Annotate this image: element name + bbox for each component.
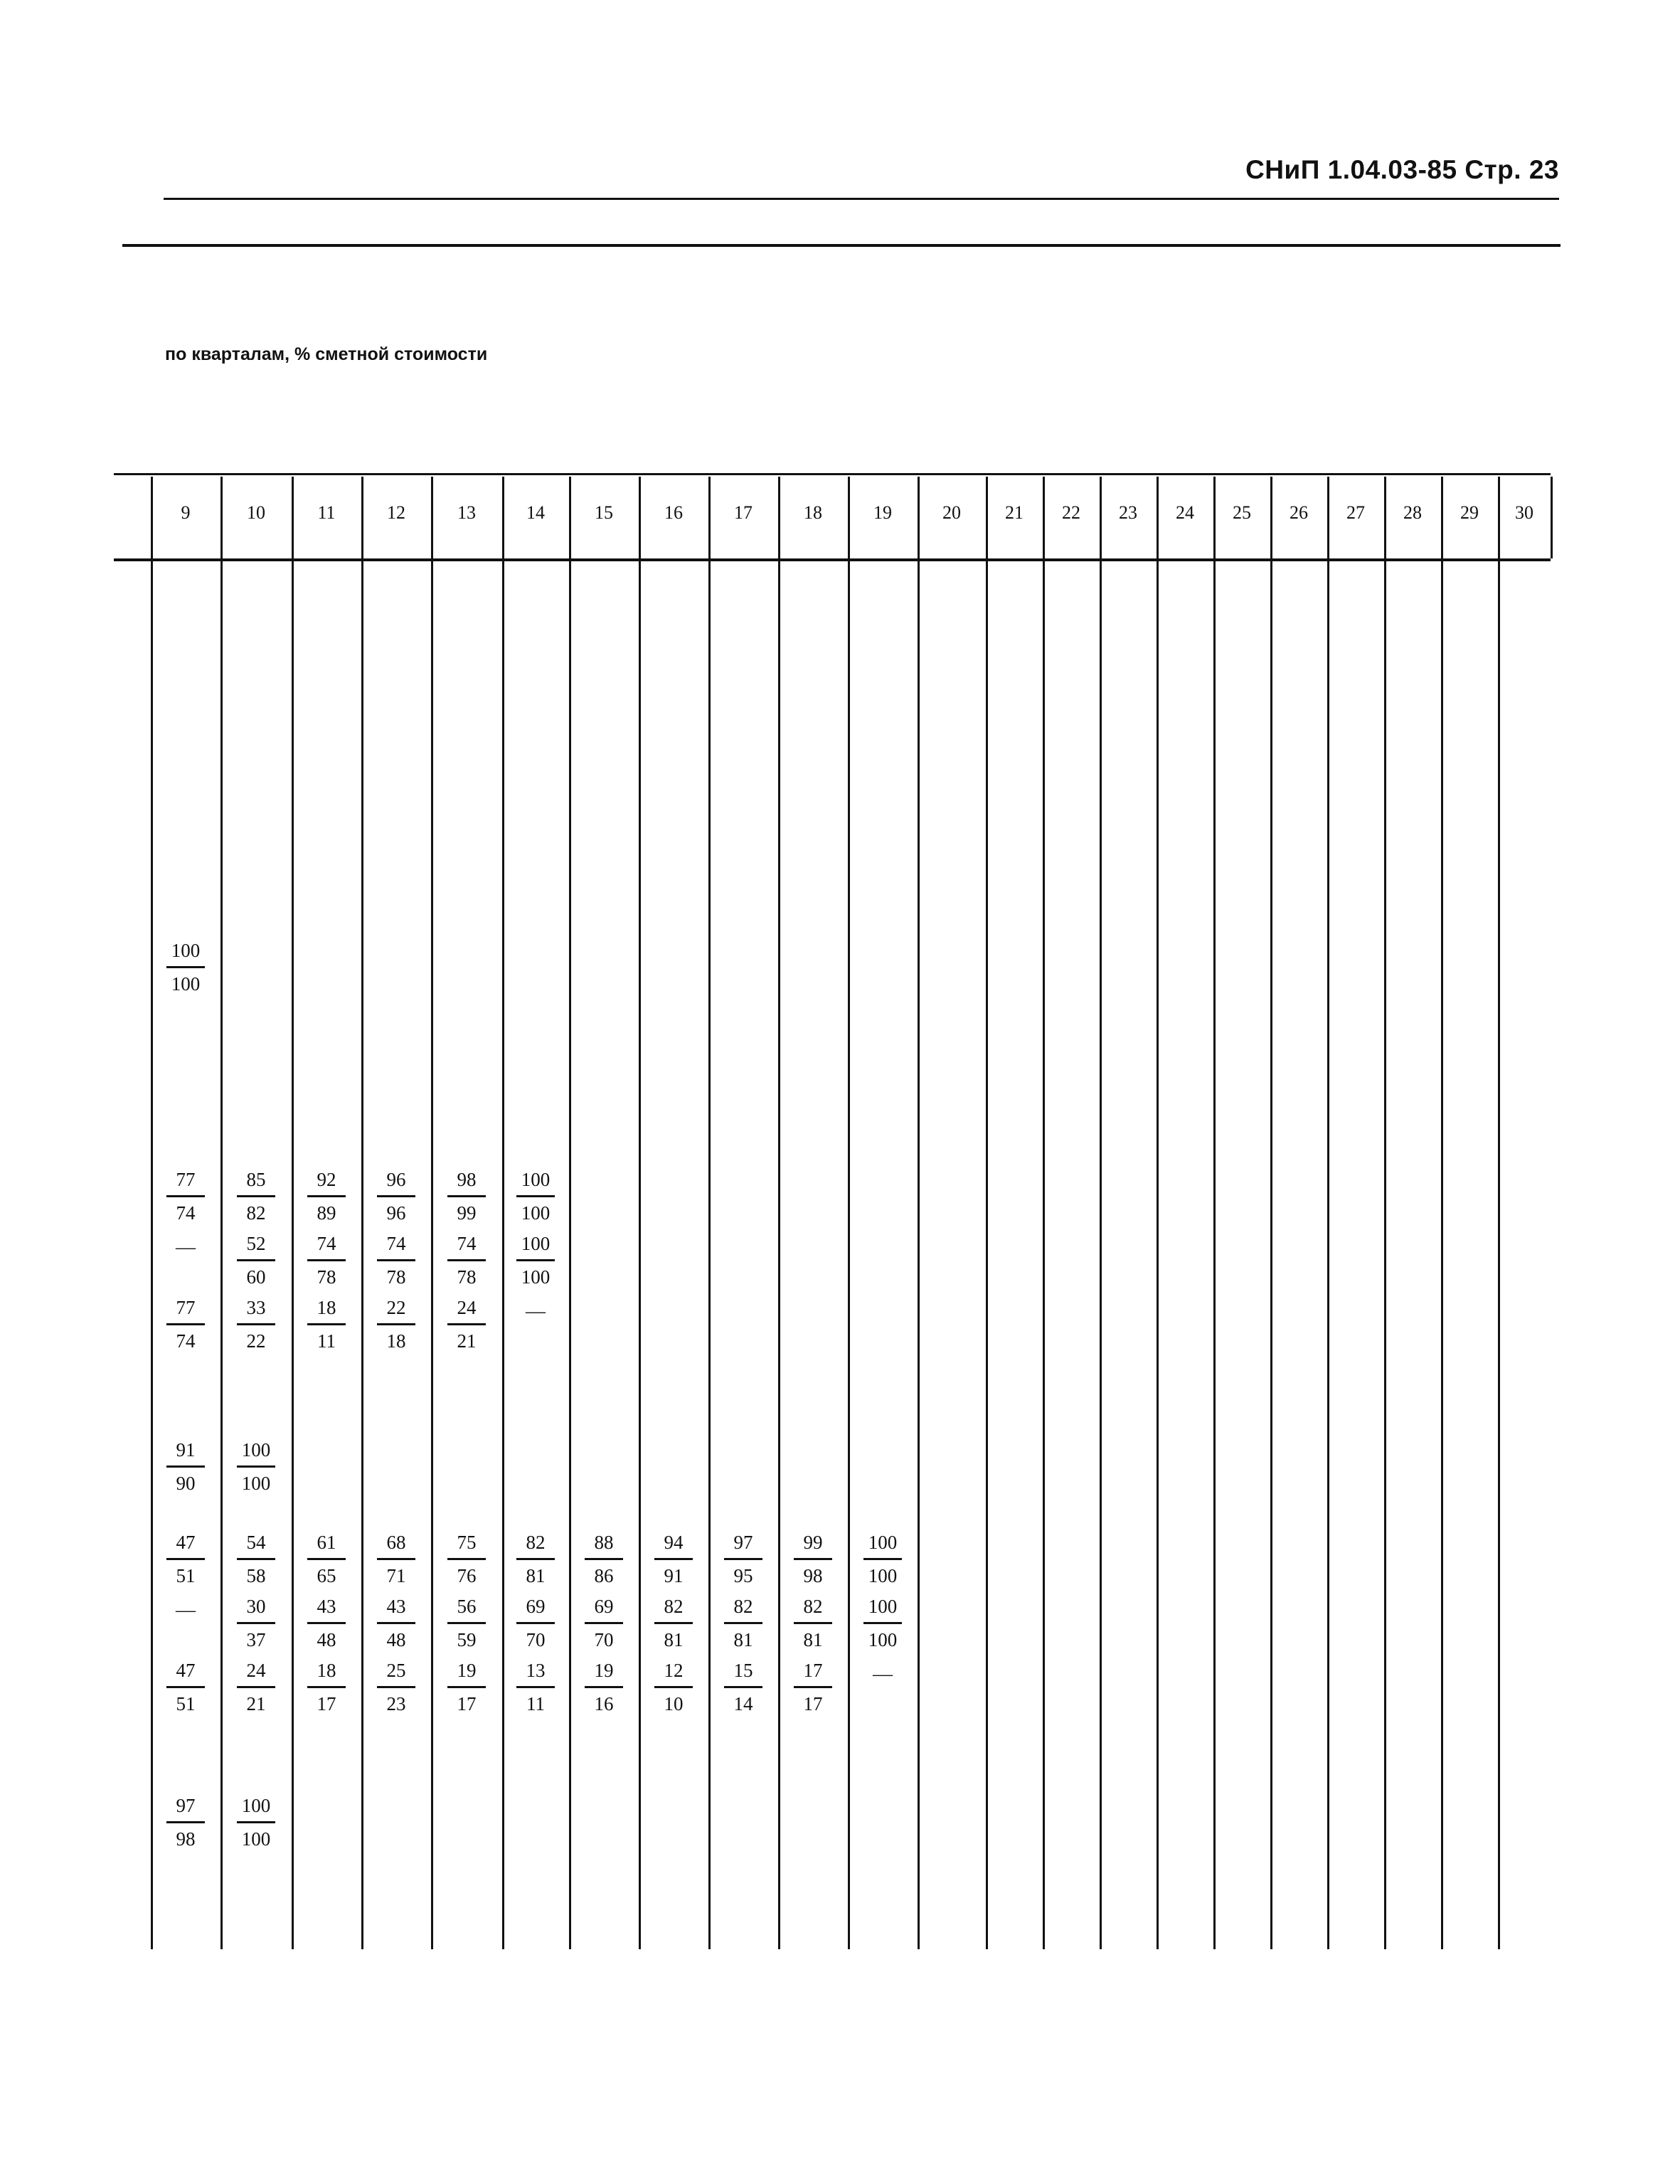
fraction-denominator: 65 bbox=[317, 1565, 336, 1586]
column-number: 30 bbox=[1515, 502, 1533, 523]
table-column-divider bbox=[151, 477, 153, 558]
fraction-denominator: 71 bbox=[386, 1565, 406, 1586]
fraction-bar bbox=[237, 1259, 275, 1261]
fraction-denominator: 78 bbox=[457, 1266, 477, 1288]
fraction-denominator: 78 bbox=[317, 1266, 336, 1288]
fraction-numerator: 52 bbox=[246, 1233, 266, 1254]
fraction-cell bbox=[785, 1594, 841, 1653]
fraction-denominator: 74 bbox=[176, 1330, 196, 1352]
column-number: 10 bbox=[247, 502, 265, 523]
fraction-denominator: 16 bbox=[594, 1693, 614, 1714]
fraction-numerator: 88 bbox=[594, 1532, 614, 1553]
table-column-divider bbox=[708, 477, 711, 558]
fraction-cell bbox=[157, 1295, 214, 1354]
fraction-numerator: 100 bbox=[241, 1795, 271, 1816]
fraction-numerator: 82 bbox=[664, 1596, 684, 1617]
fraction-denominator: 78 bbox=[386, 1266, 406, 1288]
fraction-cell bbox=[368, 1530, 425, 1589]
fraction-cell bbox=[157, 1167, 214, 1226]
fraction-bar bbox=[377, 1323, 415, 1325]
fraction-bar bbox=[863, 1558, 902, 1560]
table-column-divider bbox=[1270, 561, 1272, 1949]
fraction-numerator: 43 bbox=[317, 1596, 336, 1617]
fraction-cell bbox=[785, 1530, 841, 1589]
table-column-divider bbox=[151, 561, 153, 1949]
fraction-numerator: 43 bbox=[386, 1596, 406, 1617]
table-column-divider bbox=[1441, 561, 1443, 1949]
table-column-divider bbox=[639, 561, 641, 1949]
table-column-divider bbox=[569, 561, 571, 1949]
fraction-cell bbox=[715, 1594, 772, 1653]
table-column-divider bbox=[708, 561, 711, 1949]
fraction-cell bbox=[438, 1231, 495, 1290]
fraction-numerator: 100 bbox=[241, 1439, 271, 1461]
fraction-bar bbox=[307, 1259, 346, 1261]
fraction-bar bbox=[237, 1195, 275, 1197]
fraction-bar bbox=[585, 1686, 623, 1688]
table-column-divider bbox=[1213, 561, 1216, 1949]
fraction-bar bbox=[237, 1821, 275, 1823]
table-column-divider bbox=[220, 561, 223, 1949]
table-column-divider bbox=[569, 477, 571, 558]
fraction-bar bbox=[377, 1195, 415, 1197]
table-column-divider bbox=[502, 561, 504, 1949]
fraction-bar bbox=[377, 1622, 415, 1624]
fraction-numerator: 19 bbox=[594, 1660, 614, 1681]
column-number: 12 bbox=[387, 502, 405, 523]
fraction-bar bbox=[447, 1558, 486, 1560]
table-column-divider bbox=[848, 477, 850, 558]
dash-cell: — bbox=[526, 1300, 546, 1322]
fraction-cell bbox=[438, 1658, 495, 1717]
fraction-bar bbox=[237, 1622, 275, 1624]
fraction-bar bbox=[237, 1686, 275, 1688]
table-column-divider bbox=[986, 561, 988, 1949]
fraction-cell bbox=[228, 1295, 285, 1354]
column-number: 17 bbox=[734, 502, 753, 523]
fraction-numerator: 18 bbox=[317, 1660, 336, 1681]
fraction-numerator: 100 bbox=[521, 1233, 551, 1254]
fraction-bar bbox=[377, 1259, 415, 1261]
fraction-denominator: 81 bbox=[526, 1565, 546, 1586]
fraction-numerator: 77 bbox=[176, 1169, 196, 1190]
fraction-cell bbox=[715, 1530, 772, 1589]
fraction-bar bbox=[307, 1195, 346, 1197]
fraction-numerator: 82 bbox=[733, 1596, 753, 1617]
fraction-numerator: 77 bbox=[176, 1297, 196, 1318]
fraction-bar bbox=[585, 1558, 623, 1560]
fraction-denominator: 48 bbox=[317, 1629, 336, 1650]
fraction-cell bbox=[368, 1167, 425, 1226]
fraction-denominator: 70 bbox=[594, 1629, 614, 1650]
fraction-cell bbox=[157, 1658, 214, 1717]
fraction-cell bbox=[228, 1793, 285, 1852]
table-column-divider bbox=[1551, 477, 1553, 558]
fraction-denominator: 17 bbox=[803, 1693, 823, 1714]
fraction-denominator: 81 bbox=[733, 1629, 753, 1650]
fraction-cell bbox=[854, 1594, 911, 1653]
fraction-cell bbox=[298, 1658, 355, 1717]
fraction-numerator: 74 bbox=[386, 1233, 406, 1254]
fraction-denominator: 60 bbox=[246, 1266, 266, 1288]
fraction-bar bbox=[794, 1558, 832, 1560]
table-header-top-rule bbox=[114, 473, 1551, 475]
fraction-cell bbox=[368, 1594, 425, 1653]
fraction-bar bbox=[794, 1686, 832, 1688]
fraction-cell bbox=[368, 1658, 425, 1717]
fraction-cell bbox=[228, 1167, 285, 1226]
fraction-numerator: 97 bbox=[733, 1532, 753, 1553]
fraction-bar bbox=[724, 1558, 762, 1560]
fraction-denominator: 17 bbox=[457, 1693, 477, 1714]
fraction-denominator: 59 bbox=[457, 1629, 477, 1650]
fraction-bar bbox=[794, 1622, 832, 1624]
column-number: 27 bbox=[1346, 502, 1365, 523]
fraction-numerator: 74 bbox=[317, 1233, 336, 1254]
fraction-numerator: 69 bbox=[526, 1596, 546, 1617]
table-column-divider bbox=[1384, 477, 1386, 558]
fraction-numerator: 68 bbox=[386, 1532, 406, 1553]
fraction-denominator: 100 bbox=[521, 1266, 551, 1288]
fraction-bar bbox=[516, 1558, 555, 1560]
fraction-cell bbox=[507, 1167, 564, 1226]
fraction-cell bbox=[438, 1594, 495, 1653]
fraction-bar bbox=[654, 1558, 693, 1560]
table-column-divider bbox=[639, 477, 641, 558]
fraction-denominator: 100 bbox=[241, 1828, 271, 1850]
table-column-divider bbox=[1043, 561, 1045, 1949]
fraction-cell bbox=[507, 1231, 564, 1290]
fraction-bar bbox=[377, 1558, 415, 1560]
table-column-divider bbox=[1498, 477, 1500, 558]
dash-cell: — bbox=[176, 1599, 196, 1621]
column-number: 15 bbox=[595, 502, 613, 523]
table-column-divider bbox=[1043, 477, 1045, 558]
fraction-cell bbox=[228, 1530, 285, 1589]
column-number: 9 bbox=[181, 502, 191, 523]
dash-cell: — bbox=[873, 1663, 893, 1685]
table-column-divider bbox=[1157, 561, 1159, 1949]
fraction-numerator: 85 bbox=[246, 1169, 266, 1190]
fraction-denominator: 58 bbox=[246, 1565, 266, 1586]
column-number: 14 bbox=[526, 502, 545, 523]
fraction-numerator: 82 bbox=[803, 1596, 823, 1617]
fraction-cell bbox=[157, 938, 214, 997]
fraction-cell bbox=[507, 1658, 564, 1717]
fraction-denominator: 98 bbox=[176, 1828, 196, 1850]
column-number: 24 bbox=[1176, 502, 1194, 523]
table-column-divider bbox=[431, 561, 433, 1949]
fraction-denominator: 99 bbox=[457, 1202, 477, 1224]
fraction-numerator: 100 bbox=[521, 1169, 551, 1190]
fraction-bar bbox=[307, 1323, 346, 1325]
fraction-bar bbox=[307, 1558, 346, 1560]
fraction-bar bbox=[516, 1622, 555, 1624]
column-number: 19 bbox=[873, 502, 892, 523]
fraction-denominator: 91 bbox=[664, 1565, 684, 1586]
column-number: 18 bbox=[804, 502, 822, 523]
fraction-bar bbox=[724, 1686, 762, 1688]
fraction-bar bbox=[166, 1465, 205, 1468]
column-number: 13 bbox=[457, 502, 476, 523]
fraction-cell bbox=[785, 1658, 841, 1717]
fraction-denominator: 10 bbox=[664, 1693, 684, 1714]
column-number: 20 bbox=[942, 502, 961, 523]
fraction-numerator: 94 bbox=[664, 1532, 684, 1553]
fraction-denominator: 37 bbox=[246, 1629, 266, 1650]
table-column-divider bbox=[848, 561, 850, 1949]
fraction-numerator: 33 bbox=[246, 1297, 266, 1318]
fraction-bar bbox=[377, 1686, 415, 1688]
table-column-divider bbox=[778, 561, 780, 1949]
fraction-numerator: 100 bbox=[868, 1532, 898, 1553]
fraction-numerator: 13 bbox=[526, 1660, 546, 1681]
fraction-numerator: 99 bbox=[803, 1532, 823, 1553]
table-column-divider bbox=[1384, 561, 1386, 1949]
fraction-cell bbox=[298, 1295, 355, 1354]
fraction-cell bbox=[645, 1594, 702, 1653]
fraction-bar bbox=[307, 1622, 346, 1624]
fraction-numerator: 19 bbox=[457, 1660, 477, 1681]
fraction-cell bbox=[228, 1658, 285, 1717]
fraction-cell bbox=[368, 1295, 425, 1354]
column-number: 23 bbox=[1119, 502, 1137, 523]
fraction-numerator: 97 bbox=[176, 1795, 196, 1816]
table-caption: по кварталам, % сметной стоимости bbox=[165, 344, 488, 364]
fraction-cell bbox=[298, 1594, 355, 1653]
fraction-bar bbox=[166, 966, 205, 968]
fraction-numerator: 18 bbox=[317, 1297, 336, 1318]
table-column-divider bbox=[1100, 477, 1102, 558]
fraction-numerator: 74 bbox=[457, 1233, 477, 1254]
fraction-numerator: 54 bbox=[246, 1532, 266, 1553]
fraction-denominator: 23 bbox=[386, 1693, 406, 1714]
fraction-denominator: 90 bbox=[176, 1473, 196, 1494]
fraction-denominator: 11 bbox=[317, 1330, 336, 1352]
fraction-bar bbox=[166, 1323, 205, 1325]
table-column-divider bbox=[1270, 477, 1272, 558]
fraction-cell bbox=[715, 1658, 772, 1717]
fraction-bar bbox=[516, 1259, 555, 1261]
fraction-numerator: 61 bbox=[317, 1532, 336, 1553]
fraction-bar bbox=[166, 1821, 205, 1823]
fraction-cell bbox=[157, 1793, 214, 1852]
fraction-numerator: 98 bbox=[457, 1169, 477, 1190]
fraction-bar bbox=[447, 1195, 486, 1197]
fraction-bar bbox=[654, 1686, 693, 1688]
fraction-cell bbox=[298, 1167, 355, 1226]
fraction-bar bbox=[724, 1622, 762, 1624]
fraction-denominator: 89 bbox=[317, 1202, 336, 1224]
table-column-divider bbox=[1100, 561, 1102, 1949]
fraction-numerator: 47 bbox=[176, 1532, 196, 1553]
fraction-numerator: 69 bbox=[594, 1596, 614, 1617]
fraction-bar bbox=[166, 1558, 205, 1560]
table-column-divider bbox=[778, 477, 780, 558]
fraction-numerator: 91 bbox=[176, 1439, 196, 1461]
fraction-numerator: 92 bbox=[317, 1169, 336, 1190]
fraction-cell bbox=[507, 1594, 564, 1653]
fraction-cell bbox=[575, 1530, 632, 1589]
fraction-denominator: 86 bbox=[594, 1565, 614, 1586]
table-column-divider bbox=[1327, 561, 1329, 1949]
column-number: 21 bbox=[1005, 502, 1024, 523]
fraction-cell bbox=[645, 1658, 702, 1717]
fraction-numerator: 22 bbox=[386, 1297, 406, 1318]
fraction-denominator: 81 bbox=[664, 1629, 684, 1650]
fraction-cell bbox=[438, 1295, 495, 1354]
fraction-bar bbox=[237, 1465, 275, 1468]
fraction-numerator: 56 bbox=[457, 1596, 477, 1617]
fraction-denominator: 17 bbox=[317, 1693, 336, 1714]
fraction-denominator: 51 bbox=[176, 1693, 196, 1714]
fraction-denominator: 100 bbox=[868, 1629, 898, 1650]
fraction-cell bbox=[438, 1167, 495, 1226]
table-column-divider bbox=[1498, 561, 1500, 1949]
table-column-divider bbox=[220, 477, 223, 558]
fraction-denominator: 51 bbox=[176, 1565, 196, 1586]
fraction-cell bbox=[298, 1530, 355, 1589]
table-column-divider bbox=[1327, 477, 1329, 558]
fraction-numerator: 15 bbox=[733, 1660, 753, 1681]
fraction-bar bbox=[166, 1195, 205, 1197]
table-column-divider bbox=[1441, 477, 1443, 558]
fraction-bar bbox=[654, 1622, 693, 1624]
column-number: 28 bbox=[1403, 502, 1422, 523]
fraction-bar bbox=[307, 1686, 346, 1688]
fraction-denominator: 11 bbox=[526, 1693, 545, 1714]
fraction-numerator: 12 bbox=[664, 1660, 684, 1681]
table-column-divider bbox=[1213, 477, 1216, 558]
fraction-cell bbox=[228, 1231, 285, 1290]
table-column-divider bbox=[292, 477, 294, 558]
fraction-numerator: 100 bbox=[868, 1596, 898, 1617]
table-column-divider bbox=[361, 561, 363, 1949]
page-header-title: СНиП 1.04.03-85 Стр. 23 bbox=[1245, 155, 1559, 184]
fraction-cell bbox=[368, 1231, 425, 1290]
column-number: 25 bbox=[1233, 502, 1251, 523]
table-column-divider bbox=[502, 477, 504, 558]
fraction-denominator: 21 bbox=[457, 1330, 477, 1352]
column-number: 16 bbox=[664, 502, 683, 523]
fraction-cell bbox=[298, 1231, 355, 1290]
fraction-cell bbox=[228, 1437, 285, 1496]
fraction-cell bbox=[575, 1594, 632, 1653]
fraction-cell bbox=[438, 1530, 495, 1589]
table-column-divider bbox=[986, 477, 988, 558]
fraction-bar bbox=[516, 1195, 555, 1197]
fraction-denominator: 100 bbox=[241, 1473, 271, 1494]
fraction-numerator: 100 bbox=[171, 940, 201, 961]
fraction-denominator: 82 bbox=[246, 1202, 266, 1224]
fraction-bar bbox=[237, 1323, 275, 1325]
fraction-bar bbox=[447, 1622, 486, 1624]
fraction-cell bbox=[507, 1530, 564, 1589]
fraction-numerator: 47 bbox=[176, 1660, 196, 1681]
fraction-cell bbox=[157, 1437, 214, 1496]
fraction-denominator: 22 bbox=[246, 1330, 266, 1352]
fraction-cell bbox=[645, 1530, 702, 1589]
fraction-numerator: 30 bbox=[246, 1596, 266, 1617]
table-column-divider bbox=[431, 477, 433, 558]
fraction-denominator: 100 bbox=[171, 973, 201, 995]
fraction-bar bbox=[447, 1259, 486, 1261]
table-column-divider bbox=[918, 477, 920, 558]
fraction-bar bbox=[585, 1622, 623, 1624]
fraction-bar bbox=[447, 1323, 486, 1325]
fraction-denominator: 74 bbox=[176, 1202, 196, 1224]
fraction-denominator: 81 bbox=[803, 1629, 823, 1650]
fraction-denominator: 98 bbox=[803, 1565, 823, 1586]
fraction-numerator: 75 bbox=[457, 1532, 477, 1553]
fraction-denominator: 96 bbox=[386, 1202, 406, 1224]
fraction-cell bbox=[157, 1530, 214, 1589]
fraction-cell bbox=[854, 1530, 911, 1589]
fraction-numerator: 82 bbox=[526, 1532, 546, 1553]
fraction-numerator: 24 bbox=[457, 1297, 477, 1318]
fraction-bar bbox=[863, 1622, 902, 1624]
fraction-cell bbox=[228, 1594, 285, 1653]
table-column-divider bbox=[918, 561, 920, 1949]
fraction-numerator: 17 bbox=[803, 1660, 823, 1681]
table-column-divider bbox=[361, 477, 363, 558]
table-column-divider bbox=[1157, 477, 1159, 558]
fraction-denominator: 18 bbox=[386, 1330, 406, 1352]
fraction-bar bbox=[516, 1686, 555, 1688]
dash-cell: — bbox=[176, 1236, 196, 1258]
fraction-numerator: 24 bbox=[246, 1660, 266, 1681]
fraction-denominator: 48 bbox=[386, 1629, 406, 1650]
column-number: 26 bbox=[1290, 502, 1308, 523]
fraction-denominator: 76 bbox=[457, 1565, 477, 1586]
column-number: 11 bbox=[317, 502, 336, 523]
fraction-bar bbox=[237, 1558, 275, 1560]
fraction-bar bbox=[447, 1686, 486, 1688]
fraction-numerator: 96 bbox=[386, 1169, 406, 1190]
table-header-bottom-rule bbox=[114, 558, 1551, 561]
table-column-divider bbox=[292, 561, 294, 1949]
fraction-denominator: 95 bbox=[733, 1565, 753, 1586]
fraction-denominator: 21 bbox=[246, 1693, 266, 1714]
column-number: 29 bbox=[1460, 502, 1479, 523]
fraction-numerator: 25 bbox=[386, 1660, 406, 1681]
fraction-denominator: 70 bbox=[526, 1629, 546, 1650]
fraction-denominator: 14 bbox=[733, 1693, 753, 1714]
fraction-denominator: 100 bbox=[521, 1202, 551, 1224]
column-number: 22 bbox=[1062, 502, 1080, 523]
fraction-denominator: 100 bbox=[868, 1565, 898, 1586]
fraction-bar bbox=[166, 1686, 205, 1688]
fraction-cell bbox=[575, 1658, 632, 1717]
